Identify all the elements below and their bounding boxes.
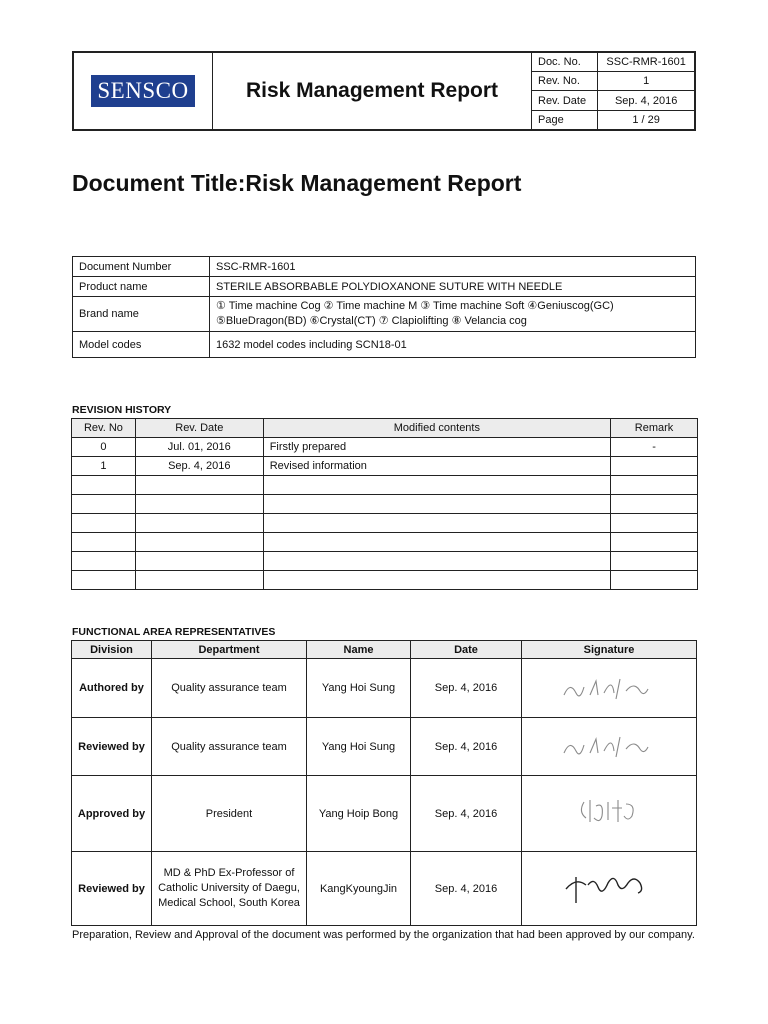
meta-value: 1 / 29 bbox=[598, 110, 694, 129]
brand-names bbox=[210, 297, 696, 332]
meta-value: SSC-RMR-1601 bbox=[598, 53, 694, 72]
column-header: Rev. Date bbox=[135, 419, 263, 438]
meta-row bbox=[532, 72, 695, 91]
rev-date: Sep. 4, 2016 bbox=[135, 457, 263, 476]
division: Approved by bbox=[72, 776, 152, 852]
table-row bbox=[72, 514, 698, 533]
rev-date bbox=[135, 495, 263, 514]
date: Sep. 4, 2016 bbox=[411, 718, 522, 776]
logo-cell bbox=[74, 53, 213, 129]
remark bbox=[611, 495, 698, 514]
meta-row bbox=[532, 110, 695, 129]
document-title: Document Title:Risk Management Report bbox=[72, 170, 522, 196]
meta-value: 1 bbox=[598, 72, 694, 91]
department: MD & PhD Ex-Professor of Catholic University of Daegu, Medical School, South Korea bbox=[152, 852, 307, 926]
rev-date bbox=[135, 533, 263, 552]
info-label: Brand name bbox=[73, 297, 210, 332]
modified-contents bbox=[263, 514, 610, 533]
name: Yang Hoi Sung bbox=[307, 659, 411, 718]
signature-image bbox=[554, 725, 664, 765]
department: Quality assurance team bbox=[152, 659, 307, 718]
signature-cell bbox=[522, 718, 697, 776]
meta-label: Rev. No. bbox=[532, 72, 598, 91]
table-row bbox=[72, 718, 697, 776]
info-row bbox=[73, 277, 696, 297]
meta-value: Sep. 4, 2016 bbox=[598, 91, 694, 110]
rev-no bbox=[72, 495, 136, 514]
division: Reviewed by bbox=[72, 852, 152, 926]
modified-contents bbox=[263, 552, 610, 571]
remark bbox=[611, 571, 698, 590]
table-row bbox=[72, 571, 698, 590]
modified-contents bbox=[263, 495, 610, 514]
meta-label: Page bbox=[532, 110, 598, 129]
department: Quality assurance team bbox=[152, 718, 307, 776]
rev-date bbox=[135, 514, 263, 533]
table-row bbox=[72, 457, 698, 476]
table-row bbox=[72, 533, 698, 552]
rev-date bbox=[135, 476, 263, 495]
remark bbox=[611, 533, 698, 552]
date: Sep. 4, 2016 bbox=[411, 659, 522, 718]
revision-history-table bbox=[71, 418, 698, 590]
remark: - bbox=[611, 438, 698, 457]
modified-contents bbox=[263, 571, 610, 590]
rev-no: 1 bbox=[72, 457, 136, 476]
company-logo: SENSCO bbox=[91, 75, 194, 107]
name: Yang Hoi Sung bbox=[307, 718, 411, 776]
remark bbox=[611, 457, 698, 476]
table-row bbox=[72, 659, 697, 718]
brand-line: ① Time machine Cog ② Time machine M ③ Time machine Soft ④Geniuscog(GC) bbox=[216, 300, 614, 312]
meta-row bbox=[532, 53, 695, 72]
signature-cell bbox=[522, 852, 697, 926]
signature-image bbox=[554, 667, 664, 707]
table-row bbox=[72, 552, 698, 571]
rev-date bbox=[135, 552, 263, 571]
column-header: Date bbox=[411, 641, 522, 659]
remark bbox=[611, 476, 698, 495]
modified-contents bbox=[263, 476, 610, 495]
table-header-row bbox=[72, 419, 698, 438]
document-number: SSC-RMR-1601 bbox=[210, 257, 696, 277]
rev-no: 0 bbox=[72, 438, 136, 457]
rev-no bbox=[72, 571, 136, 590]
info-row bbox=[73, 257, 696, 277]
rev-no bbox=[72, 514, 136, 533]
brand-line: ⑤BlueDragon(BD) ⑥Crystal(CT) ⑦ Clapiolifting ⑧ Velancia cog bbox=[216, 315, 527, 327]
rev-no bbox=[72, 533, 136, 552]
info-label: Model codes bbox=[73, 332, 210, 358]
document-meta bbox=[531, 53, 694, 129]
rev-no bbox=[72, 552, 136, 571]
division: Reviewed by bbox=[72, 718, 152, 776]
info-label: Product name bbox=[73, 277, 210, 297]
product-name: STERILE ABSORBABLE POLYDIOXANONE SUTURE WITH NEEDLE bbox=[210, 277, 696, 297]
column-header: Rev. No bbox=[72, 419, 136, 438]
table-header-row bbox=[72, 641, 697, 659]
info-label: Document Number bbox=[73, 257, 210, 277]
meta-row bbox=[532, 91, 695, 110]
column-header: Division bbox=[72, 641, 152, 659]
signature-image bbox=[554, 792, 664, 832]
footer-note: Preparation, Review and Approval of the document was performed by the organization that had been approved by our company. bbox=[72, 929, 695, 941]
table-row bbox=[72, 776, 697, 852]
table-row bbox=[72, 438, 698, 457]
functional-area-table bbox=[71, 640, 697, 926]
rev-date: Jul. 01, 2016 bbox=[135, 438, 263, 457]
table-row bbox=[72, 852, 697, 926]
info-row bbox=[73, 332, 696, 358]
date: Sep. 4, 2016 bbox=[411, 852, 522, 926]
signature-cell bbox=[522, 659, 697, 718]
remark bbox=[611, 514, 698, 533]
table-row bbox=[72, 476, 698, 495]
modified-contents bbox=[263, 533, 610, 552]
column-header: Remark bbox=[611, 419, 698, 438]
column-header: Signature bbox=[522, 641, 697, 659]
name: Yang Hoip Bong bbox=[307, 776, 411, 852]
functional-area-heading: FUNCTIONAL AREA REPRESENTATIVES bbox=[72, 626, 276, 638]
meta-label: Rev. Date bbox=[532, 91, 598, 110]
document-info-table bbox=[72, 256, 696, 358]
division: Authored by bbox=[72, 659, 152, 718]
name: KangKyoungJin bbox=[307, 852, 411, 926]
remark bbox=[611, 552, 698, 571]
table-row bbox=[72, 495, 698, 514]
info-row bbox=[73, 297, 696, 332]
signature-cell bbox=[522, 776, 697, 852]
modified-contents: Revised information bbox=[263, 457, 610, 476]
signature-image bbox=[554, 867, 664, 907]
model-codes: 1632 model codes including SCN18-01 bbox=[210, 332, 696, 358]
modified-contents: Firstly prepared bbox=[263, 438, 610, 457]
column-header: Name bbox=[307, 641, 411, 659]
header-title: Risk Management Report bbox=[245, 79, 499, 102]
department: President bbox=[152, 776, 307, 852]
column-header: Modified contents bbox=[263, 419, 610, 438]
rev-no bbox=[72, 476, 136, 495]
date: Sep. 4, 2016 bbox=[411, 776, 522, 852]
column-header: Department bbox=[152, 641, 307, 659]
document-header bbox=[72, 51, 696, 131]
revision-history-heading: REVISION HISTORY bbox=[72, 404, 172, 416]
meta-label: Doc. No. bbox=[532, 53, 598, 72]
rev-date bbox=[135, 571, 263, 590]
